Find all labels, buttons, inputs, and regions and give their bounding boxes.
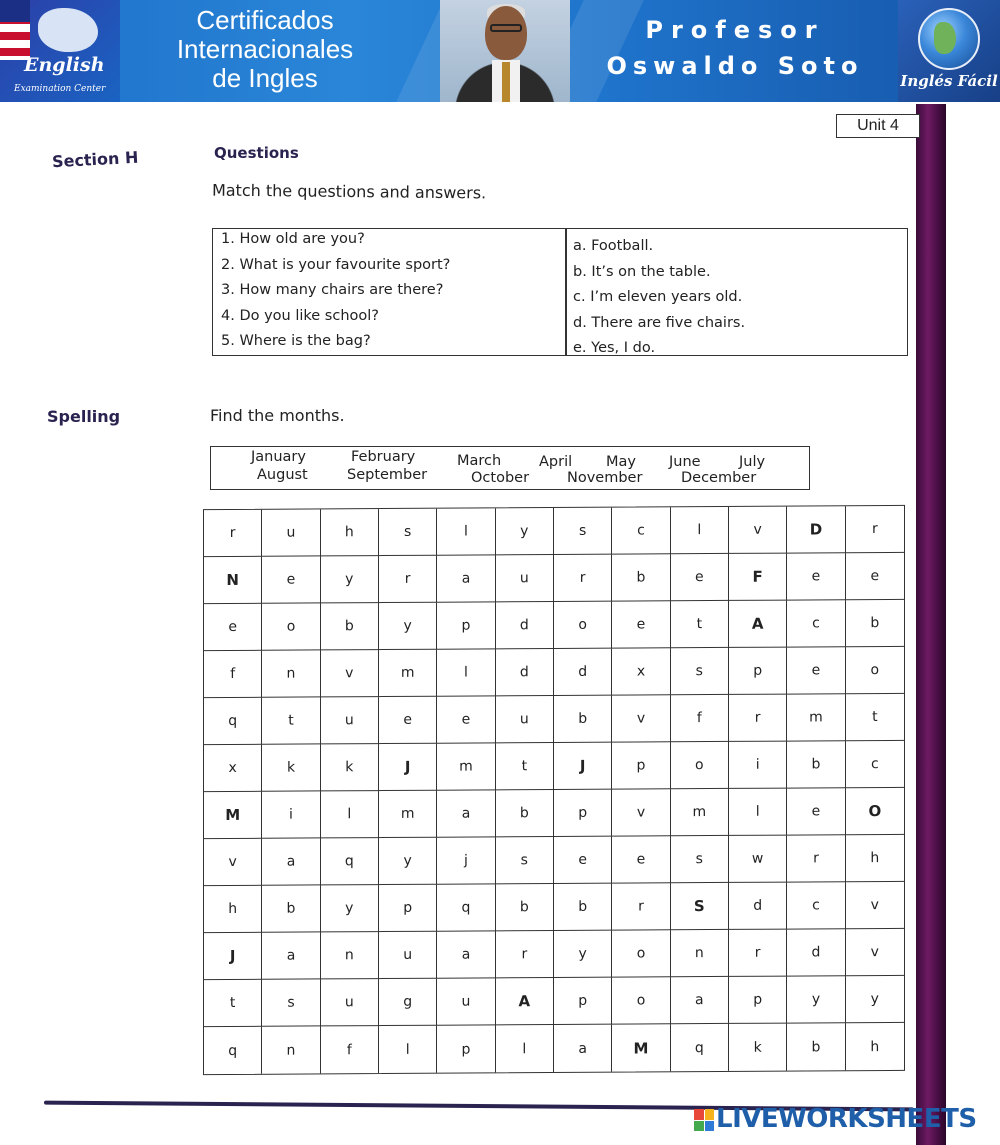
wordsearch-cell[interactable]: m <box>671 789 729 836</box>
wordsearch-cell[interactable]: x <box>204 745 262 792</box>
wordsearch-cell[interactable]: d <box>496 649 554 696</box>
months-row <box>211 449 811 469</box>
wordsearch-cell[interactable]: p <box>554 978 612 1025</box>
wordsearch-cell[interactable]: r <box>379 556 437 603</box>
wordsearch-cell[interactable]: u <box>496 696 554 743</box>
wordsearch-cell[interactable]: m <box>379 791 437 838</box>
wordsearch-cell[interactable]: e <box>437 696 495 743</box>
answers-list <box>573 234 745 362</box>
wordsearch-cell[interactable]: h <box>870 1038 880 1055</box>
month-word: November <box>567 470 643 486</box>
wordsearch-cell[interactable]: f <box>204 651 262 698</box>
logo-right-text: Inglés Fácil <box>900 72 998 90</box>
liveworksheets-brand: LIVEWORKSHEETS <box>716 1104 977 1134</box>
wordsearch-cell[interactable]: J <box>204 933 262 980</box>
banner-title-line: Internacionales <box>176 34 354 64</box>
month-word: February <box>351 449 416 465</box>
answer-item[interactable]: a. Football. <box>573 238 654 254</box>
wordsearch-cell[interactable]: e <box>612 601 670 648</box>
wordsearch-cell[interactable]: e <box>554 837 612 884</box>
wordsearch-cell[interactable]: p <box>612 742 670 789</box>
wordsearch-cell[interactable]: h <box>204 886 262 933</box>
wordsearch-cell[interactable]: n <box>262 650 320 697</box>
questions-heading: Questions <box>214 144 299 162</box>
wordsearch-cell[interactable]: e <box>262 556 320 603</box>
wordsearch-cell[interactable]: e <box>787 553 845 600</box>
wordsearch-cell[interactable]: v <box>729 507 787 554</box>
wordsearch-cell[interactable]: r <box>496 931 554 978</box>
wordsearch-cell[interactable]: a <box>554 1025 612 1072</box>
map-icon <box>38 8 98 52</box>
wordsearch-cell[interactable]: v <box>204 839 262 886</box>
wordsearch-cell[interactable]: a <box>437 931 495 978</box>
wordsearch-cell[interactable]: b <box>787 1023 845 1070</box>
glasses-icon <box>490 24 522 32</box>
month-word: April <box>539 454 573 470</box>
wordsearch-cell[interactable]: r <box>204 510 262 557</box>
answer-item[interactable]: c. I’m eleven years old. <box>573 289 743 305</box>
banner-title <box>150 6 380 93</box>
wordsearch-cell[interactable]: F <box>729 554 787 601</box>
wordsearch-cell[interactable]: u <box>437 978 495 1025</box>
wordsearch-cell[interactable]: r <box>612 883 670 930</box>
wordsearch-cell[interactable]: i <box>729 742 787 789</box>
wordsearch-cell[interactable]: r <box>554 555 612 602</box>
wordsearch-cell[interactable]: m <box>379 650 437 697</box>
wordsearch-cell[interactable]: j <box>437 837 495 884</box>
wordsearch-cell[interactable]: l <box>379 1026 437 1073</box>
wordsearch-cell[interactable]: l <box>437 649 495 696</box>
month-word: March <box>457 453 502 469</box>
english-exam-logo <box>0 0 120 102</box>
spelling-instruction: Find the months. <box>210 406 345 425</box>
wordsearch-cell[interactable]: n <box>262 1026 320 1073</box>
teacher-name-line: Profesor <box>645 16 825 44</box>
match-box <box>212 228 908 356</box>
wordsearch-cell[interactable]: l <box>321 791 379 838</box>
wordsearch-cell[interactable]: O <box>846 788 904 835</box>
flag-canton <box>0 0 30 22</box>
wordsearch-cell[interactable]: M <box>204 792 262 839</box>
banner-title-line: Certificados <box>196 5 334 35</box>
wordsearch-cell[interactable]: J <box>379 744 437 791</box>
question-item[interactable]: 4. Do you like school? <box>221 307 379 324</box>
wordsearch-cell[interactable]: a <box>262 838 320 885</box>
wordsearch-cell[interactable]: v <box>612 695 670 742</box>
wordsearch-cell[interactable]: e <box>612 836 670 883</box>
month-word: June <box>669 454 701 470</box>
wordsearch-cell[interactable]: d <box>787 929 845 976</box>
wordsearch-cell[interactable]: p <box>729 648 787 695</box>
wordsearch-cell[interactable]: x <box>612 648 670 695</box>
wordsearch-cell[interactable]: b <box>554 696 612 743</box>
section-h-label: Section H <box>51 147 139 172</box>
wordsearch-cell[interactable]: D <box>787 506 845 553</box>
month-word: October <box>471 470 530 486</box>
wordsearch-cell[interactable]: b <box>496 884 554 931</box>
liveworksheets-icon <box>694 1109 714 1131</box>
wordsearch-cell[interactable]: d <box>729 883 787 930</box>
wordsearch-cell[interactable]: u <box>321 979 379 1026</box>
wordsearch-cell[interactable]: t <box>204 980 262 1027</box>
wordsearch-cell[interactable]: o <box>262 603 320 650</box>
wordsearch-cell[interactable]: q <box>671 1024 729 1071</box>
wordsearch-cell[interactable]: y <box>321 885 379 932</box>
ingles-facil-logo <box>898 0 1000 102</box>
wordsearch-cell[interactable]: b <box>496 790 554 837</box>
logo-sub-text: Examination Center <box>14 84 106 94</box>
logo-brand-text: English <box>24 54 105 76</box>
wordsearch-cell[interactable]: p <box>554 790 612 837</box>
months-row <box>211 467 811 487</box>
month-word: July <box>739 454 766 470</box>
wordsearch-cell[interactable]: b <box>321 603 379 650</box>
wordsearch-cell[interactable]: w <box>729 836 787 883</box>
wordsearch-cell[interactable]: l <box>496 1025 554 1072</box>
wordsearch-cell[interactable]: u <box>321 697 379 744</box>
banner-title-line: de Ingles <box>212 63 318 93</box>
wordsearch-cell[interactable]: k <box>729 1024 787 1071</box>
match-divider <box>565 229 567 355</box>
wordsearch-cell[interactable]: y <box>379 838 437 885</box>
wordsearch-cell[interactable]: e <box>787 647 845 694</box>
wordsearch-cell[interactable]: v <box>612 789 670 836</box>
wordsearch-cell[interactable]: u <box>379 932 437 979</box>
wordsearch-cell[interactable]: y <box>554 931 612 978</box>
wordsearch-cell[interactable]: A <box>496 978 554 1025</box>
question-item[interactable]: 3. How many chairs are there? <box>221 282 444 298</box>
wordsearch-cell[interactable]: n <box>671 930 729 977</box>
wordsearch-cell[interactable]: s <box>554 508 612 555</box>
wordsearch-cell[interactable]: a <box>437 555 495 602</box>
wordsearch-cell[interactable]: o <box>554 602 612 649</box>
wordsearch-cell[interactable]: t <box>671 601 729 648</box>
wordsearch-cell[interactable]: b <box>846 600 904 647</box>
wordsearch-cell[interactable]: d <box>554 649 612 696</box>
wordsearch-cell[interactable]: o <box>846 647 904 694</box>
wordsearch-cell[interactable]: q <box>321 838 379 885</box>
wordsearch-cell[interactable]: p <box>379 885 437 932</box>
unit-label: Unit 4 <box>836 114 920 138</box>
wordsearch-cell[interactable]: f <box>671 695 729 742</box>
wordsearch-cell[interactable]: r <box>787 835 845 882</box>
wordsearch-cell[interactable]: a <box>262 932 320 979</box>
wordsearch-cell[interactable]: v <box>846 882 904 929</box>
wordsearch-cell[interactable]: s <box>262 979 320 1026</box>
wordsearch-cell[interactable]: c <box>612 507 670 554</box>
wordsearch-cell[interactable]: o <box>612 977 670 1024</box>
wordsearch-cell[interactable]: m <box>787 694 845 741</box>
wordsearch-cell[interactable]: p <box>437 1025 495 1072</box>
wordsearch-cell[interactable]: h <box>846 835 904 882</box>
wordsearch-cell[interactable]: m <box>437 743 495 790</box>
wordsearch-cell[interactable]: b <box>262 885 320 932</box>
month-word: September <box>347 467 428 483</box>
wordsearch-cell[interactable]: r <box>846 506 904 553</box>
answer-item[interactable]: d. There are five chairs. <box>573 314 746 331</box>
questions-list <box>221 227 450 355</box>
wordsearch-cell[interactable]: c <box>787 600 845 647</box>
wordsearch-cell[interactable]: q <box>437 884 495 931</box>
wordsearch-cell[interactable]: y <box>379 603 437 650</box>
wordsearch-cell[interactable]: o <box>612 930 670 977</box>
wordsearch-cell[interactable]: p <box>437 602 495 649</box>
wordsearch-cell[interactable]: v <box>321 650 379 697</box>
wordsearch-cell[interactable]: d <box>496 602 554 649</box>
page-edge <box>916 104 946 1145</box>
wordsearch-cell[interactable]: b <box>554 884 612 931</box>
answer-item[interactable]: e. Yes, I do. <box>573 340 656 356</box>
wordsearch-cell[interactable]: c <box>787 882 845 929</box>
wordsearch-cell[interactable]: s <box>671 648 729 695</box>
wordsearch-cell[interactable]: e <box>671 554 729 601</box>
teacher-portrait <box>440 0 570 102</box>
wordsearch-cell[interactable]: s <box>671 836 729 883</box>
wordsearch-cell[interactable]: l <box>671 507 729 554</box>
wordsearch-cell[interactable]: r <box>729 695 787 742</box>
wordsearch-cell[interactable]: a <box>437 790 495 837</box>
answer-item[interactable]: b. It’s on the table. <box>573 263 711 280</box>
wordsearch-cell[interactable]: k <box>321 744 379 791</box>
wordsearch-cell[interactable]: t <box>262 697 320 744</box>
wordsearch-cell[interactable]: l <box>437 508 495 555</box>
wordsearch-cell[interactable]: p <box>729 977 787 1024</box>
spelling-label: Spelling <box>47 407 121 426</box>
header-banner <box>0 0 1000 102</box>
teacher-name-line: Oswaldo Soto <box>606 52 864 80</box>
wordsearch-cell[interactable]: b <box>787 741 845 788</box>
wordsearch-cell[interactable]: n <box>321 932 379 979</box>
wordsearch-cell[interactable]: S <box>671 883 729 930</box>
wordsearch-cell[interactable]: k <box>262 744 320 791</box>
wordsearch-cell[interactable]: q <box>204 1027 262 1074</box>
month-word: August <box>257 467 308 483</box>
questions-instruction: Match the questions and answers. <box>211 180 487 203</box>
wordsearch-cell[interactable]: y <box>321 556 379 603</box>
wordsearch-cell[interactable]: A <box>729 601 787 648</box>
wordsearch-cell[interactable]: J <box>554 743 612 790</box>
wordsearch-cell[interactable]: a <box>671 977 729 1024</box>
wordsearch-cell[interactable]: M <box>612 1024 670 1071</box>
question-item[interactable]: 1. How old are you? <box>221 231 365 247</box>
wordsearch-cell[interactable]: l <box>729 789 787 836</box>
wordsearch-grid <box>203 505 905 1075</box>
wordsearch-cell[interactable]: e <box>787 788 845 835</box>
question-item[interactable]: 5. Where is the bag? <box>221 333 371 349</box>
wordsearch-cell[interactable]: e <box>846 553 904 600</box>
wordsearch-cell[interactable]: y <box>787 976 845 1023</box>
wordsearch-cell[interactable]: f <box>321 1026 379 1073</box>
wordsearch-cell[interactable]: t <box>496 743 554 790</box>
wordsearch-cell[interactable]: y <box>846 976 904 1023</box>
globe-icon <box>918 8 980 70</box>
wordsearch-cell[interactable]: s <box>379 509 437 556</box>
wordsearch-cell[interactable]: N <box>204 557 262 604</box>
wordsearch-cell[interactable]: v <box>846 929 904 976</box>
wordsearch-cell[interactable]: i <box>262 791 320 838</box>
wordsearch-cell[interactable]: q <box>204 698 262 745</box>
wordsearch-cell[interactable]: u <box>496 555 554 602</box>
wordsearch-cell[interactable]: u <box>262 509 320 556</box>
wordsearch-cell[interactable]: o <box>671 742 729 789</box>
wordsearch-cell[interactable]: e <box>379 697 437 744</box>
month-word: December <box>681 470 757 486</box>
wordsearch-cell[interactable]: s <box>496 837 554 884</box>
wordsearch-cell[interactable]: h <box>321 509 379 556</box>
months-box <box>210 446 810 490</box>
month-word: January <box>251 449 306 465</box>
month-word: May <box>606 454 636 470</box>
wordsearch-cell[interactable]: g <box>379 979 437 1026</box>
wordsearch-cell[interactable]: y <box>496 508 554 555</box>
wordsearch-cell[interactable]: t <box>846 694 904 741</box>
question-item[interactable]: 2. What is your favourite sport? <box>221 256 451 273</box>
teacher-name <box>600 12 870 84</box>
wordsearch-cell[interactable]: b <box>612 554 670 601</box>
wordsearch-cell[interactable]: e <box>204 604 262 651</box>
wordsearch-cell[interactable]: r <box>729 930 787 977</box>
wordsearch-cell[interactable]: c <box>846 741 904 788</box>
